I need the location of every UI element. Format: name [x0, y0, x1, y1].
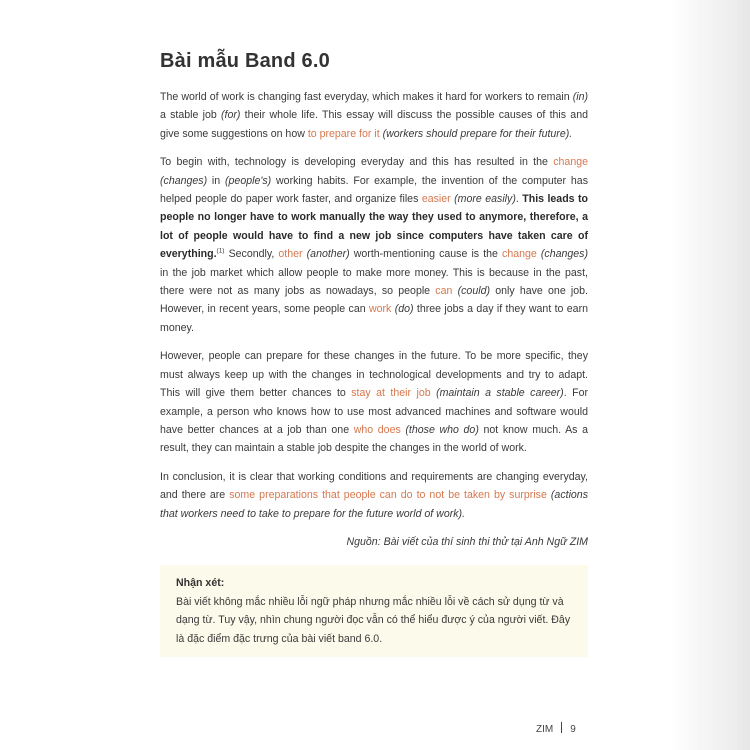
text-segment: a stable job: [160, 109, 222, 122]
comment-body: Bài viết không mắc nhiều lỗi ngữ pháp nhưng mắc nhiều lỗi về cách sử dụng từ và dạng từ. Tuy vậy, nhìn chung người đọc vẫn có thể hiểu được ý của người viết. Đây là đặc điểm đặc trưng của bài viết band 6.0.: [176, 595, 571, 645]
paragraph-body-2: [160, 347, 588, 457]
suggested-correction: (in): [572, 91, 588, 103]
text-segment: not know much. As a result, they can maintain a stable job despite the changes in the world of work.: [160, 423, 588, 455]
text-segment: The world of work is changing fast everyday, which makes it hard for workers to remain: [160, 91, 573, 103]
suggested-correction: (for): [221, 109, 241, 122]
suggested-correction: (changes): [540, 248, 588, 261]
suggested-correction: (another): [306, 248, 350, 261]
paragraph-intro: [160, 88, 588, 143]
highlighted-correction: some preparations that people can do to not be taken by surprise: [229, 489, 547, 502]
highlighted-correction: change: [553, 156, 588, 169]
text-segment: in the job market which allow people to make more money. This is because in the past, there were not as many jobs as nowadays, so people: [160, 266, 588, 298]
page-number: 9: [570, 724, 576, 735]
suggested-correction: (do): [394, 303, 414, 316]
page-footer: [536, 722, 576, 736]
text-segment: three jobs a day if they want to earn money.: [160, 303, 588, 334]
comment-heading: Nhận xét:: [176, 577, 225, 590]
suggested-correction: (could): [457, 285, 490, 298]
text-segment: their whole life. This essay will discuss the possible causes of this and give some suggestions on how: [160, 109, 588, 140]
footer-divider: [561, 722, 562, 733]
text-segment: only have one job. However, in recent years, some people can: [160, 285, 588, 316]
source-note: Nguồn: Bài viết của thí sinh thi thử tại Anh Ngữ ZIM: [346, 535, 588, 548]
text-segment: in: [207, 174, 226, 187]
suggested-correction: (those who do): [405, 423, 479, 436]
text-segment: Secondly,: [224, 248, 279, 261]
highlighted-correction: stay at their job: [351, 387, 431, 400]
highlighted-correction: can: [435, 285, 453, 298]
highlighted-correction: easier: [421, 193, 451, 206]
highlighted-correction: to prepare for it: [307, 127, 380, 140]
text-segment: working habits. For example, the invention of the computer has helped people do paper work faster, and organize files: [160, 174, 588, 206]
suggested-correction: (workers should prepare for their future).: [382, 127, 573, 140]
suggested-correction: (people's): [225, 174, 272, 187]
footer-brand: ZIM: [536, 724, 554, 735]
page-edge-shadow: [610, 0, 750, 750]
text-segment: To begin with, technology is developing everyday and this has resulted in the: [160, 156, 554, 169]
paragraph-body-1: [160, 153, 588, 337]
text-segment: . For example, a person who knows how to use most advanced machines and software would have better chances at a job than one: [160, 387, 588, 436]
suggested-correction: (actions that workers need to take to prepare for the future world of work).: [160, 489, 588, 520]
paragraph-conclusion: [160, 468, 588, 523]
highlighted-correction: other: [278, 248, 303, 261]
footnote-marker: (1): [216, 247, 225, 255]
suggested-correction: (changes): [160, 174, 208, 187]
text-segment: .: [515, 193, 523, 206]
bold-sentence: This leads to people no longer have to work manually the way they used to anymore, therefore, a lot of people would have to find a new job since computers have taken care of everything.: [160, 193, 588, 261]
text-segment: In conclusion, it is clear that working conditions and requirements are changing everyday, and there are: [160, 470, 588, 502]
page-content: [160, 48, 588, 657]
highlighted-correction: who does: [353, 423, 401, 436]
text-segment: worth-mentioning cause is the: [349, 248, 503, 261]
text-segment: However, people can prepare for these changes in the future. To be more specific, they must always keep up with the changes in technological developments and try to adapt. This will give them better chances to: [160, 350, 588, 400]
highlighted-correction: change: [502, 248, 537, 261]
comment-box: [160, 565, 588, 657]
page-title: Bài mẫu Band 6.0: [160, 50, 330, 72]
suggested-correction: (more easily): [454, 193, 516, 206]
highlighted-correction: work: [368, 303, 392, 316]
suggested-correction: (maintain a stable career): [436, 387, 564, 400]
